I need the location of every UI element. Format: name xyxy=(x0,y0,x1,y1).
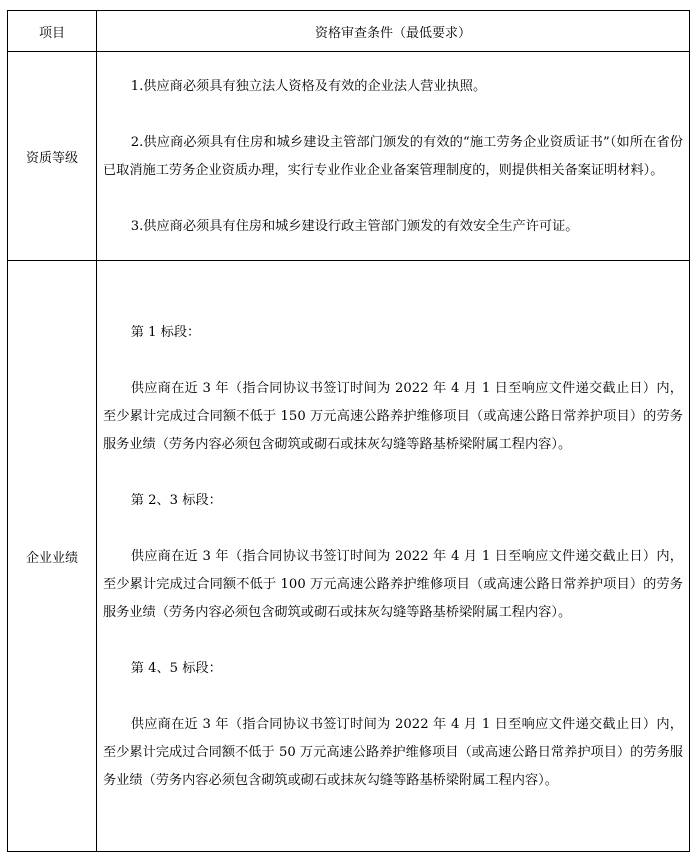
section-heading: 第 2、3 标段： xyxy=(130,493,222,508)
header-item: 项目 xyxy=(8,11,97,52)
table-row xyxy=(8,261,690,852)
row-label-enterprise-performance: 企业业绩 xyxy=(8,261,97,852)
paragraph: 供应商在近 3 年（指合同协议书签订时间为 2022 年 4 月 1 日至响应文件递交截止日）内，至少累计完成过合同额不低于 100 万元高速公路养护维修项目（或高速公路日常养护项目）的劳务服务业绩（劳务内容必须包含砌筑或砌石或抹灰勾缝等路基桥梁附属工程内容）。 xyxy=(103,549,683,620)
paragraph: 供应商在近 3 年（指合同协议书签订时间为 2022 年 4 月 1 日至响应文件递交截止日）内，至少累计完成过合同额不低于 150 万元高速公路养护维修项目（或高速公路日常养护项目）的劳务服务业绩（劳务内容必须包含砌筑或砌石或抹灰勾缝等路基桥梁附属工程内容）。 xyxy=(103,381,683,452)
table-row xyxy=(8,52,690,261)
qualification-table xyxy=(7,10,690,852)
paragraph: 1.供应商必须具有独立法人资格及有效的企业法人营业执照。 xyxy=(130,79,487,94)
row-label-qualification-grade: 资质等级 xyxy=(8,52,97,261)
paragraph: 2.供应商必须具有住房和城乡建设主管部门颁发的有效的“施工劳务企业资质证书”（如所在省份已取消施工劳务企业资质办理，实行专业作业企业备案管理制度的，则提供相关备案证明材料）。 xyxy=(103,135,683,178)
table-header-row xyxy=(8,11,690,52)
section-heading: 第 1 标段： xyxy=(130,325,201,340)
paragraph: 供应商在近 3 年（指合同协议书签订时间为 2022 年 4 月 1 日至响应文件递交截止日）内，至少累计完成过合同额不低于 50 万元高速公路养护维修项目（或高速公路日常养护项目）的劳务服务业绩（劳务内容必须包含砌筑或砌石或抹灰勾缝等路基桥梁附属工程内容）。 xyxy=(103,717,683,788)
row-content-enterprise-performance xyxy=(97,261,690,852)
section-heading: 第 4、5 标段： xyxy=(130,661,222,676)
paragraph: 3.供应商必须具有住房和城乡建设行政主管部门颁发的有效安全生产许可证。 xyxy=(130,219,579,234)
header-conditions: 资格审查条件（最低要求） xyxy=(97,11,690,52)
row-content-qualification-grade xyxy=(97,52,690,261)
